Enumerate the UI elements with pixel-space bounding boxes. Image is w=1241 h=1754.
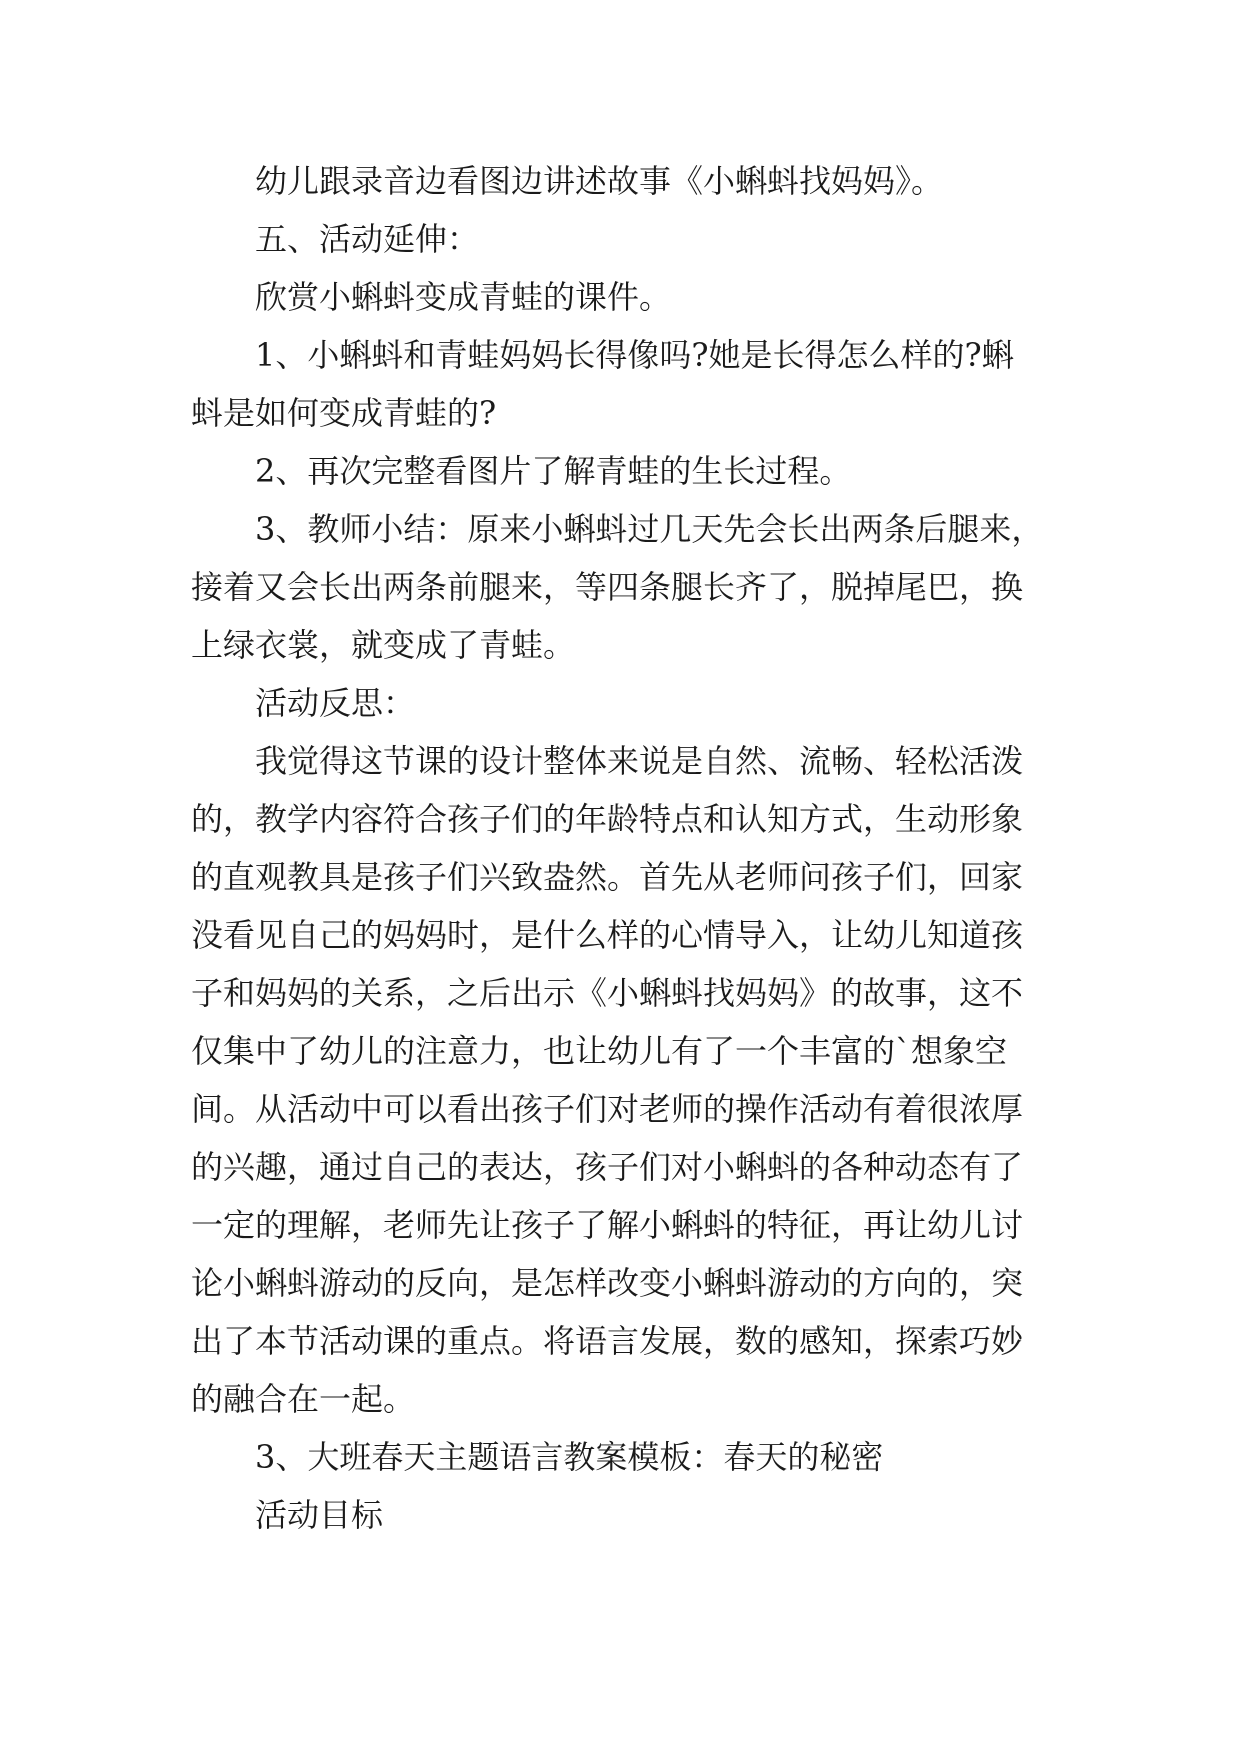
text-line: 的，教学内容符合孩子们的年龄特点和认知方式，生动形象	[191, 800, 1024, 838]
text-line: 接着又会长出两条前腿来，等四条腿长齐了，脱掉尾巴，换	[191, 568, 1024, 606]
text-line: 幼儿跟录音边看图边讲述故事《小蝌蚪找妈妈》。	[255, 162, 944, 200]
section-heading	[191, 1486, 1051, 1544]
text-line: 2、再次完整看图片了解青蛙的生长过程。	[255, 452, 852, 490]
text-line: 间。从活动中可以看出孩子们对老师的操作活动有着很浓厚	[191, 1090, 1024, 1128]
text-line: 没看见自己的妈妈时，是什么样的心情导入，让幼儿知道孩	[191, 916, 1024, 954]
paragraph	[191, 152, 1051, 210]
text-line: 的兴趣，通过自己的表达，孩子们对小蝌蚪的各种动态有了	[191, 1148, 1024, 1186]
paragraph	[191, 442, 1051, 500]
paragraph	[191, 732, 1051, 1428]
text-line: 3、大班春天主题语言教案模板：春天的秘密	[255, 1438, 884, 1476]
text-line: 1、小蝌蚪和青蛙妈妈长得像吗?她是长得怎么样的?蝌	[255, 336, 1014, 374]
text-line: 五、活动延伸：	[255, 220, 480, 258]
text-line: 活动反思：	[255, 684, 416, 722]
paragraph	[191, 268, 1051, 326]
section-heading	[191, 210, 1051, 268]
text-line: 活动目标	[255, 1496, 384, 1534]
text-line: 子和妈妈的关系，之后出示《小蝌蚪找妈妈》的故事，这不	[191, 974, 1024, 1012]
section-heading	[191, 674, 1051, 732]
text-line: 3、教师小结：原来小蝌蚪过几天先会长出两条后腿来，	[255, 510, 1044, 548]
text-line: 一定的理解，老师先让孩子了解小蝌蚪的特征，再让幼儿讨	[191, 1206, 1024, 1244]
text-line: 的直观教具是孩子们兴致盎然。首先从老师问孩子们，回家	[191, 858, 1024, 896]
text-line: 的融合在一起。	[191, 1380, 416, 1418]
text-line: 我觉得这节课的设计整体来说是自然、流畅、轻松活泼	[255, 742, 1024, 780]
text-line: 上绿衣裳，就变成了青蛙。	[191, 626, 576, 664]
text-line: 论小蝌蚪游动的反向，是怎样改变小蝌蚪游动的方向的，突	[191, 1264, 1024, 1302]
section-heading	[191, 1428, 1051, 1486]
text-line: 出了本节活动课的重点。将语言发展，数的感知，探索巧妙	[191, 1322, 1024, 1360]
text-line: 仅集中了幼儿的注意力，也让幼儿有了一个丰富的`想象空	[191, 1032, 1008, 1070]
text-line: 欣赏小蝌蚪变成青蛙的课件。	[255, 278, 672, 316]
text-line: 蚪是如何变成青蛙的?	[191, 394, 497, 432]
paragraph	[191, 326, 1051, 442]
paragraph	[191, 500, 1051, 674]
document-body	[191, 152, 1051, 1544]
